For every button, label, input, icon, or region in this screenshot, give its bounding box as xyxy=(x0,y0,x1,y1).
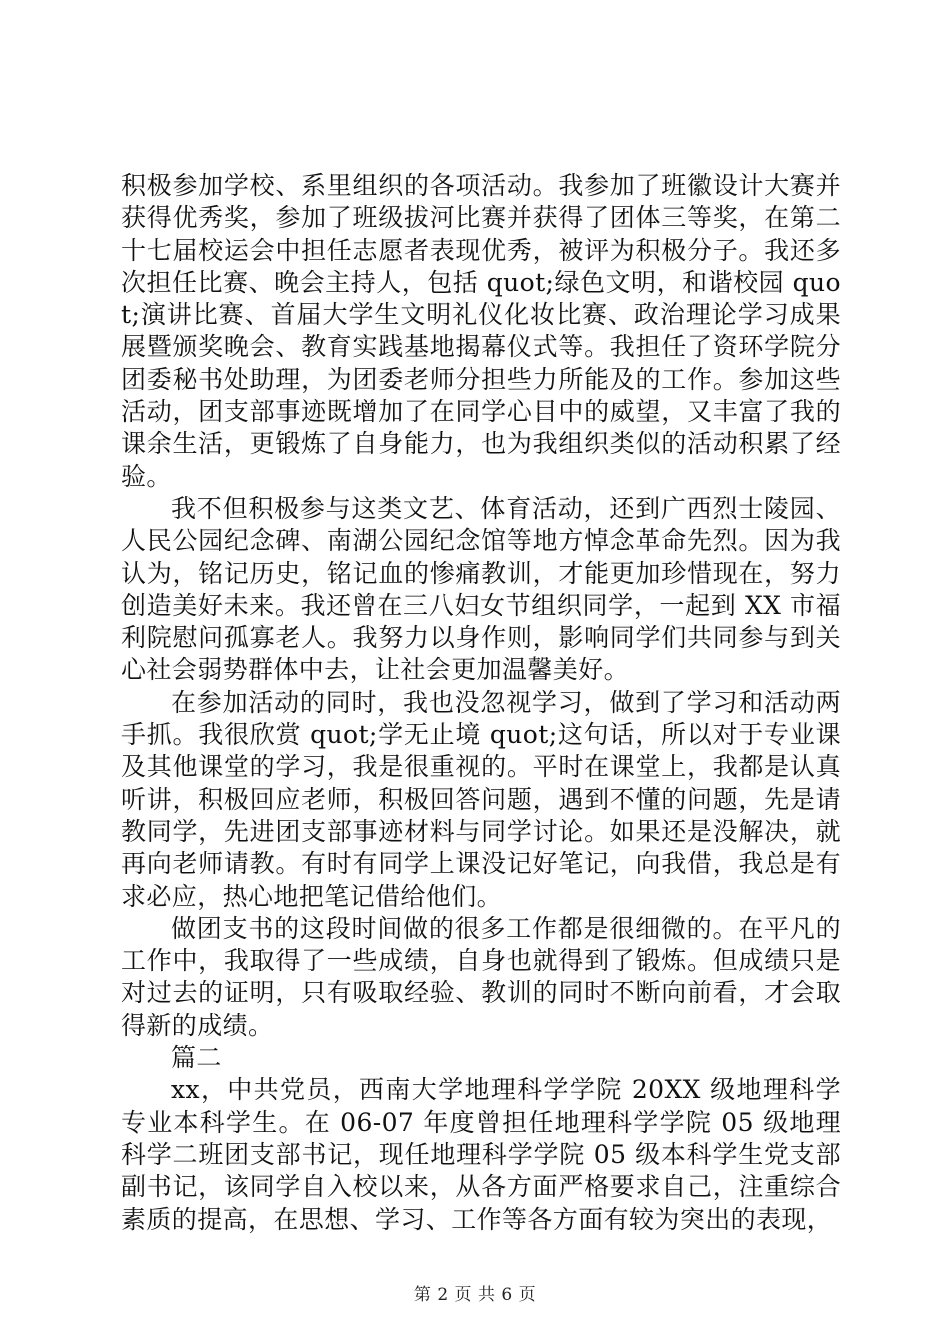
paragraph-1: 积极参加学校、系里组织的各项活动。我参加了班徽设计大赛并获得优秀奖，参加了班级拔河比赛并获得了团体三等奖，在第二十七届校运会中担任志愿者表现优秀，被评为积极分子。我还多次担任比赛、晚会主持人，包括 quot;绿色文明，和谐校园 quot;演讲比赛、首届大学生文明礼仪化妆比赛、政治理论学习成果展暨颁奖晚会、教育实践基地揭幕仪式等。我担任了资环学院分团委秘书处助理，为团委老师分担些力所能及的工作。参加这些活动，团支部事迹既增加了在同学心目中的威望，又丰富了我的课余生活，更锻炼了自身能力，也为我组织类似的活动积累了经验。 xyxy=(121,171,841,491)
section-paragraph: xx，中共党员，西南大学地理科学学院 20XX 级地理科学专业本科学生。在 06-07 年度曾担任地理科学学院 05 级地理科学二班团支部书记，现任地理科学学院 05 级本科学生党支部副书记，该同学自入校以来，从各方面严格要求自己，注重综合素质的提高，在思想、学习、工作等各方面有较为突出的表现， xyxy=(121,1075,841,1234)
paragraph-4: 做团支书的这段时间做的很多工作都是很细微的。在平凡的工作中，我取得了一些成绩，自身也就得到了锻炼。但成绩只是对过去的证明，只有吸取经验、教训的同时不断向前看，才会取得新的成绩。 xyxy=(121,913,841,1040)
document-body xyxy=(121,170,841,1236)
paragraph-3: 在参加活动的同时，我也没忽视学习，做到了学习和活动两手抓。我很欣赏 quot;学无止境 quot;这句话，所以对于专业课及其他课堂的学习，我是很重视的。平时在课堂上，我都是认真听讲，积极回应老师，积极回答问题，遇到不懂的问题，先是请教同学，先进团支部事迹材料与同学讨论。如果还是没解决，就再向老师请教。有时有同学上课没记好笔记，向我借，我总是有求必应，热心地把笔记借给他们。 xyxy=(121,687,841,911)
section-heading: 篇二 xyxy=(171,1043,222,1073)
paragraph-2: 我不但积极参与这类文艺、体育活动，还到广西烈士陵园、人民公园纪念碑、南湖公园纪念馆等地方悼念革命先烈。因为我认为，铭记历史，铭记血的惨痛教训，才能更加珍惜现在，努力创造美好未来。我还曾在三八妇女节组织同学，一起到 XX 市福利院慰问孤寡老人。我努力以身作则，影响同学们共同参与到关心社会弱势群体中去，让社会更加温馨美好。 xyxy=(121,493,841,685)
page-footer: 第 2 页 共 6 页 xyxy=(413,1285,537,1305)
